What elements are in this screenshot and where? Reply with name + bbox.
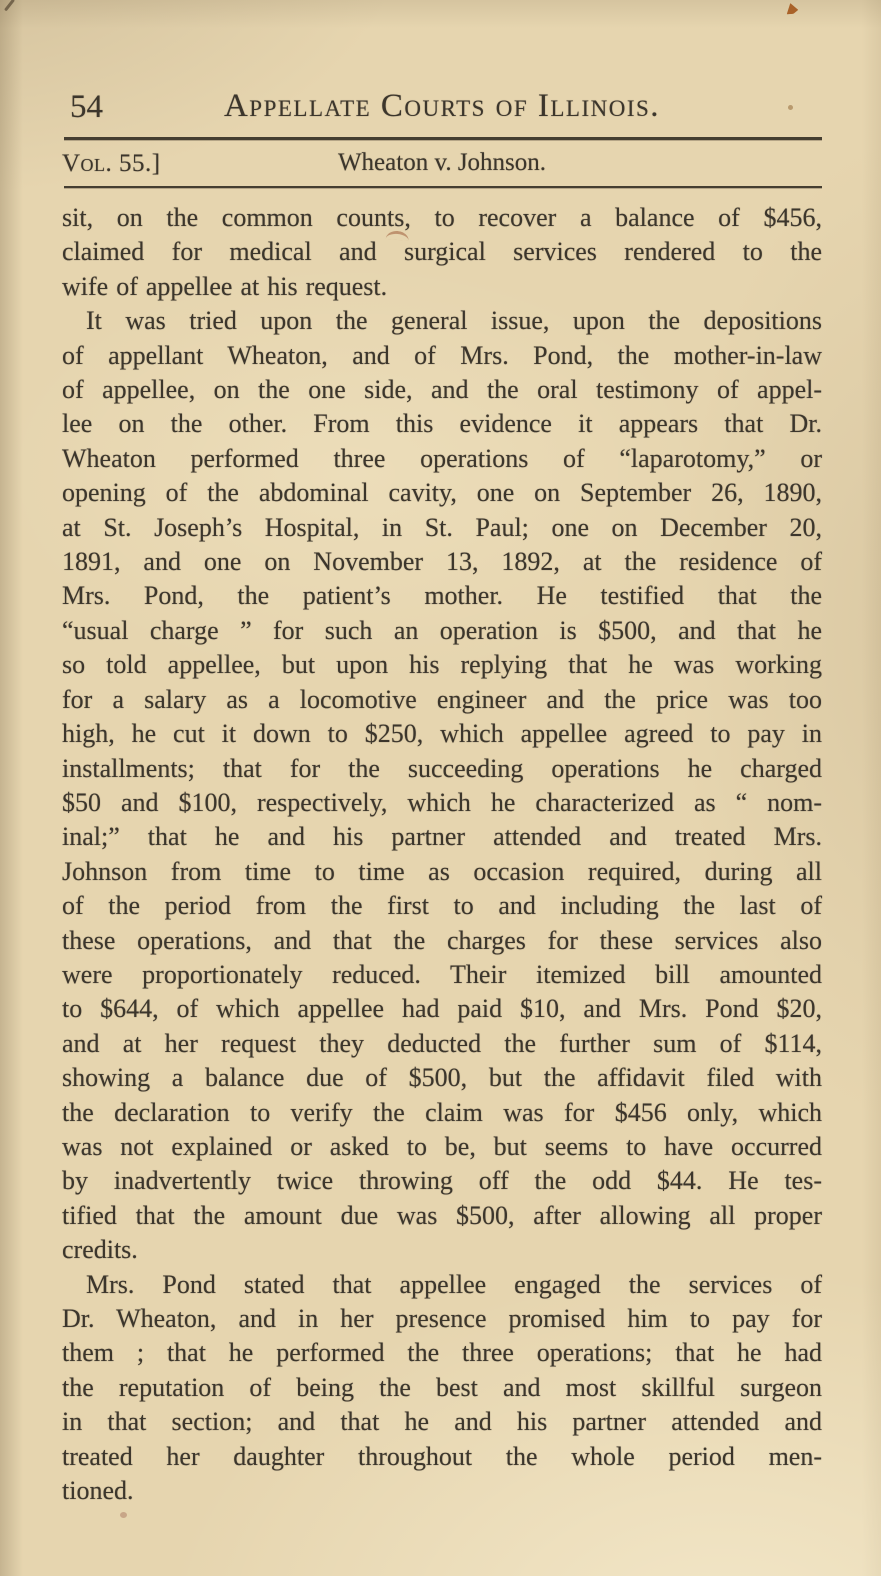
case-title: Wheaton v. Johnson. xyxy=(337,149,547,176)
text-line: tioned. xyxy=(62,1476,134,1506)
header-rule-top xyxy=(64,137,822,140)
text-line: sit, on the common counts, to recover a balance of $456, xyxy=(62,203,822,232)
text-line: for a salary as a locomotive engineer and the price was too xyxy=(62,684,822,714)
text-line: and at her request they deducted the further sum of $114, xyxy=(62,1028,822,1058)
paper-speck xyxy=(120,1512,127,1518)
text-line: showing a balance due of $500, but the affidavit filed with xyxy=(62,1063,822,1093)
text-line: of the period from the first to and including the last of xyxy=(62,891,822,921)
text-line: opening of the abdominal cavity, one on September 26, 1890, xyxy=(62,478,822,508)
case-header xyxy=(62,149,822,177)
text-line: was not explained or asked to be, but seems to have occurred xyxy=(62,1131,822,1161)
text-line: so told appellee, but upon his replying that he was working xyxy=(62,650,822,680)
text-line: to $644, of which appellee had paid $10, and Mrs. Pond $20, xyxy=(62,994,822,1024)
text-line: in that section; and that he and his partner attended and xyxy=(62,1407,822,1437)
text-line: 1891, and one on November 13, 1892, at the residence of xyxy=(62,547,822,577)
text-line: the reputation of being the best and most skillful surgeon xyxy=(62,1372,822,1402)
text-line: lee on the other. From this evidence it appears that Dr. xyxy=(62,409,822,439)
text-line: high, he cut it down to $250, which appellee agreed to pay in xyxy=(62,719,822,749)
volume-label: Vol. 55.] xyxy=(62,150,161,177)
text-line: credits. xyxy=(62,1235,138,1265)
text-line: wife of appellee at his request. xyxy=(62,271,388,301)
text-line: $50 and $100, respectively, which he characterized as “ nom- xyxy=(62,787,822,817)
text-line: of appellee, on the one side, and the oral testimony of appel- xyxy=(62,375,822,405)
paper-speck xyxy=(785,2,798,15)
text-line: of appellant Wheaton, and of Mrs. Pond, the mother-in-law xyxy=(62,340,822,370)
text-line: Wheaton performed three operations of “laparotomy,” or xyxy=(62,443,822,473)
paper-speck xyxy=(788,105,793,110)
text-line: It was tried upon the general issue, upon the depositions xyxy=(86,306,822,336)
header-rule-bottom xyxy=(64,186,822,188)
page-number: 54 xyxy=(70,89,103,125)
text-line: by inadvertently twice throwing off the odd $44. He tes- xyxy=(62,1166,822,1196)
text-line: Dr. Wheaton, and in her presence promised him to pay for xyxy=(62,1304,822,1333)
text-line: were proportionately reduced. Their itemized bill amounted xyxy=(62,959,822,989)
text-line: them ; that he performed the three operations; that he had xyxy=(62,1338,822,1368)
paper-speck xyxy=(4,0,15,11)
text-line: tified that the amount due was $500, after allowing all proper xyxy=(62,1200,822,1230)
text-line: treated her daughter throughout the whole period men- xyxy=(62,1441,822,1471)
text-line: inal;” that he and his partner attended and treated Mrs. xyxy=(62,822,822,852)
text-line: claimed for medical and surgical services rendered to the xyxy=(62,237,822,267)
running-title: Appellate Courts of Illinois. xyxy=(223,88,661,124)
text-line: these operations, and that the charges for these services also xyxy=(62,925,822,955)
text-line: at St. Joseph’s Hospital, in St. Paul; one on December 20, xyxy=(62,512,822,542)
text-line: “usual charge ” for such an operation is $500, and that he xyxy=(62,615,822,645)
text-line: Mrs. Pond, the patient’s mother. He testified that the xyxy=(62,581,822,611)
text-line: Johnson from time to time as occasion required, during all xyxy=(62,856,822,886)
text-line: Mrs. Pond stated that appellee engaged the services of xyxy=(86,1269,822,1299)
body-text xyxy=(62,201,822,1508)
running-head xyxy=(62,88,822,125)
text-line: installments; that for the succeeding operations he charged xyxy=(62,753,822,783)
text-line: the declaration to verify the claim was for $456 only, which xyxy=(62,1097,822,1127)
